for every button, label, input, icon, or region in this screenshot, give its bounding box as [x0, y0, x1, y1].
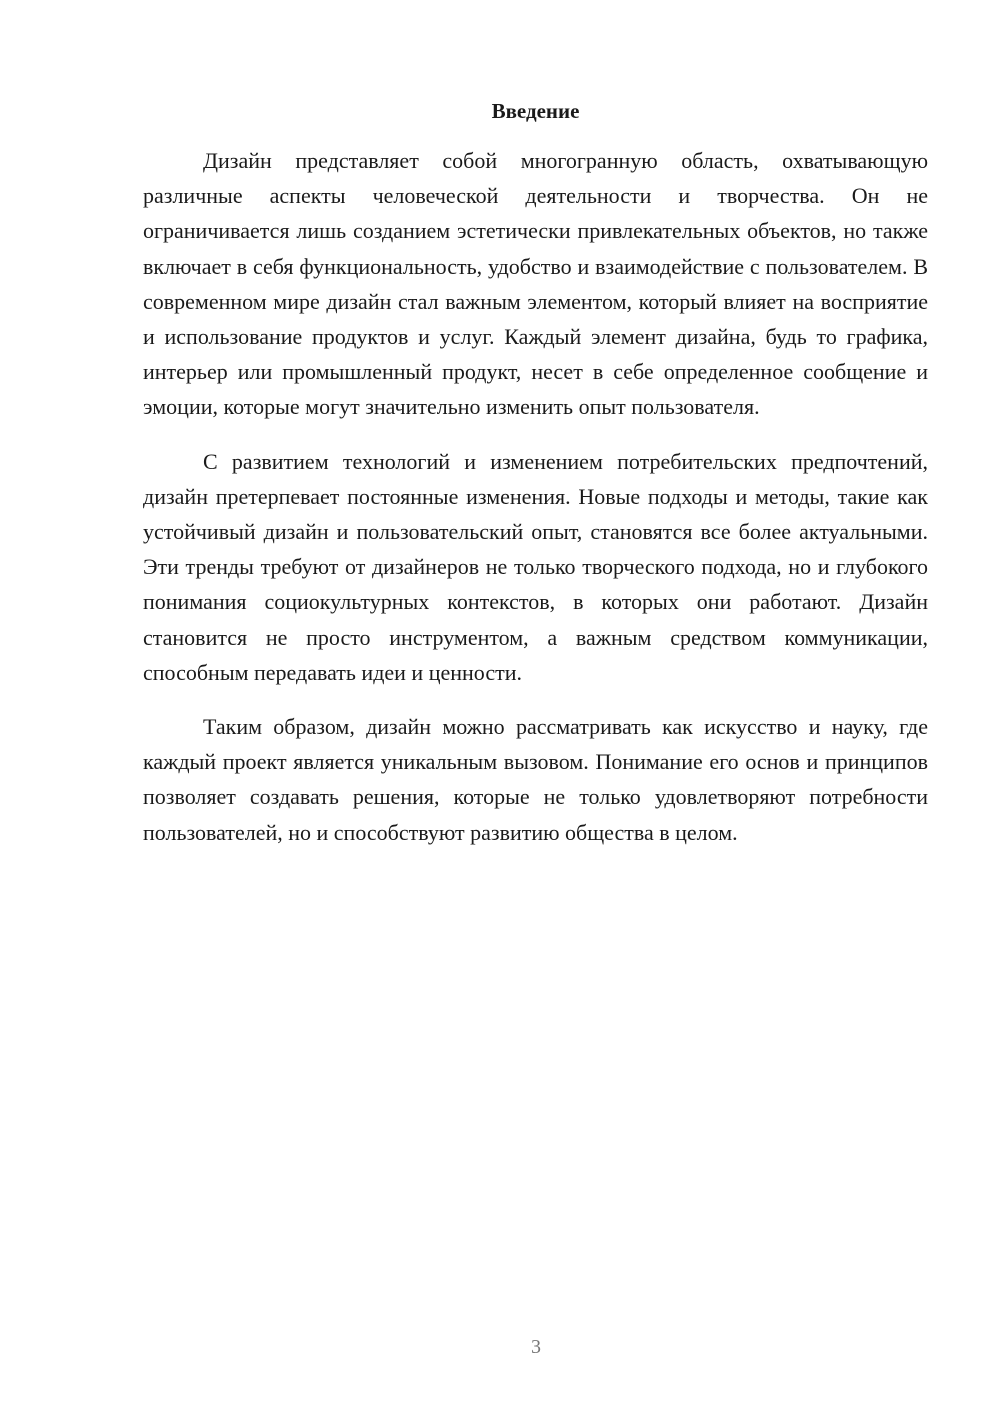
paragraph-2: С развитием технологий и изменением потребительских предпочтений, дизайн претерпевает постоянные изменения. Новые подходы и методы, такие как устойчивый дизайн и пользовательский опыт, становятся все более актуальными. Эти тренды требуют от дизайнеров не только творческого подхода, но и глубокого понимания социокультурных контекстов, в которых они работают. Дизайн становится не просто инструментом, а важным средством коммуникации, способным передавать идеи и ценности.: [143, 448, 928, 685]
paragraph-3: Таким образом, дизайн можно рассматривать как искусство и науку, где каждый проект является уникальным вызовом. Понимание его основ и принципов позволяет создавать решения, которые не только удовлетворяют потребности пользователей, но и способствуют развитию общества в целом.: [143, 714, 928, 845]
page-number: 3: [531, 1336, 541, 1358]
page-title: Введение: [491, 99, 580, 123]
paragraph-1: Дизайн представляет собой многогранную область, охватывающую различные аспекты человеческой деятельности и творчества. Он не ограничивается лишь созданием эстетически привлекательных объектов, но также включает в себя функциональность, удобство и взаимодействие с пользователем. В современном мире дизайн стал важным элементом, который влияет на восприятие и использование продуктов и услуг. Каждый элемент дизайна, будь то графика, интерьер или промышленный продукт, несет в себе определенное сообщение и эмоции, которые могут значительно изменить опыт пользователя.: [143, 148, 928, 420]
body-text: [143, 143, 928, 869]
